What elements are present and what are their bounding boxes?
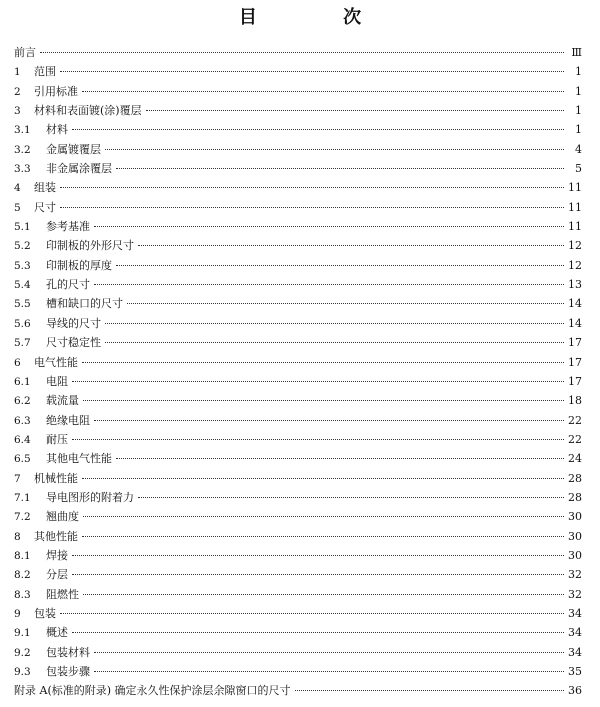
dot-leader xyxy=(83,400,564,401)
dot-leader xyxy=(116,458,564,459)
toc-entry xyxy=(14,411,582,430)
toc-entry-number: 6.4 xyxy=(14,433,31,446)
dot-leader xyxy=(83,594,564,595)
toc-entry-page: 34 xyxy=(568,626,582,640)
dot-leader xyxy=(72,129,564,130)
dot-leader xyxy=(72,439,564,440)
toc-entry-number: 9.2 xyxy=(14,646,31,659)
toc-entry-label: 范围 xyxy=(34,65,56,79)
toc-entry-number: 5.1 xyxy=(14,221,31,234)
toc-entry-page: 24 xyxy=(568,452,582,466)
toc-entry-page: 32 xyxy=(568,568,582,582)
toc-entry xyxy=(14,643,582,662)
toc-entry-page: 32 xyxy=(568,587,582,601)
toc-entry-number: 1 xyxy=(14,66,21,79)
dot-leader xyxy=(94,671,564,672)
toc-entry-label: 引用标准 xyxy=(34,84,78,98)
toc-entry-label: 组装 xyxy=(34,181,56,195)
toc-entry-number: 3.2 xyxy=(14,143,31,156)
dot-leader xyxy=(138,245,564,246)
toc-entry-label: 其他电气性能 xyxy=(46,452,112,466)
toc-entry-label: 金属镀覆层 xyxy=(46,142,101,156)
toc-entry-page: 1 xyxy=(575,123,582,137)
dot-leader xyxy=(72,555,564,556)
toc-entry xyxy=(14,256,582,275)
toc-entry-label: 尺寸 xyxy=(34,200,56,214)
toc-entry xyxy=(14,294,582,313)
toc-entry-number: 5.3 xyxy=(14,259,31,272)
toc-entry-label: 包装步骤 xyxy=(46,665,90,678)
toc-entry xyxy=(14,198,582,217)
toc-entry-label: 尺寸稳定性 xyxy=(46,336,101,350)
toc-entry xyxy=(14,430,582,449)
dot-leader xyxy=(295,690,564,691)
dot-leader xyxy=(138,497,564,498)
toc-entry-number: 5.6 xyxy=(14,317,31,330)
toc-entry-label: 概述 xyxy=(46,626,68,640)
dot-leader xyxy=(72,574,564,575)
toc-entry xyxy=(14,82,582,101)
toc-entry-label: 电阻 xyxy=(46,374,68,388)
toc-entry-page: 30 xyxy=(568,510,582,524)
dot-leader xyxy=(94,420,564,421)
toc-entry xyxy=(14,353,582,372)
toc-entry-page: 22 xyxy=(568,413,582,427)
toc-entry xyxy=(14,178,582,197)
page-title: 目 次 xyxy=(238,7,402,28)
toc-entry-page: 11 xyxy=(568,181,582,195)
toc-entry xyxy=(14,662,582,681)
toc-entry-label: 翘曲度 xyxy=(46,510,79,524)
toc-entry xyxy=(14,314,582,333)
toc-entry-page: 11 xyxy=(568,200,582,214)
toc-entry-label: 机械性能 xyxy=(34,471,78,485)
toc-entry-label: 包装 xyxy=(34,606,56,620)
toc-entry-number: 6.1 xyxy=(14,375,31,388)
toc-entry-number: 9.1 xyxy=(14,627,31,640)
toc-entry xyxy=(14,62,582,81)
toc-entry-number: 9 xyxy=(14,607,21,620)
toc-entry-number: 6.2 xyxy=(14,395,31,408)
toc-entry-number: 5.5 xyxy=(14,298,31,311)
dot-leader xyxy=(105,342,564,343)
dot-leader xyxy=(60,613,564,614)
dot-leader xyxy=(105,149,564,150)
toc-entry-label: 附录 A(标准的附录) 确定永久性保护涂层余隙窗口的尺寸 xyxy=(14,684,291,698)
toc-entry-page: 28 xyxy=(568,471,582,485)
toc-entry xyxy=(14,546,582,565)
toc-entry-number: 4 xyxy=(14,182,21,195)
toc-entry-label: 材料和表面镀(涂)覆层 xyxy=(34,104,142,118)
toc-entry-page: 17 xyxy=(568,374,582,388)
toc-entry-page: 14 xyxy=(568,297,582,311)
toc-entry-label: 孔的尺寸 xyxy=(46,278,90,292)
toc-entry-number: 8.1 xyxy=(14,549,31,562)
dot-leader xyxy=(105,323,564,324)
toc-entry xyxy=(14,275,582,294)
toc-entry-label: 导线的尺寸 xyxy=(46,316,101,330)
dot-leader xyxy=(40,52,564,53)
toc-entry xyxy=(14,585,582,604)
toc-entry-page: 5 xyxy=(575,162,582,176)
toc-entry xyxy=(14,507,582,526)
toc-entry-page: 34 xyxy=(568,645,582,659)
toc-entry-page: 1 xyxy=(575,104,582,118)
toc-entry-label: 绝缘电阻 xyxy=(46,413,90,427)
toc-entry-page: 11 xyxy=(568,220,582,234)
toc-entry xyxy=(14,391,582,410)
toc-entry-label: 电气性能 xyxy=(34,355,78,369)
table-of-contents xyxy=(14,43,582,701)
toc-entry-number: 5.2 xyxy=(14,240,31,253)
dot-leader xyxy=(60,71,564,72)
toc-entry-number: 6.3 xyxy=(14,414,31,427)
toc-entry-label: 耐压 xyxy=(46,432,68,446)
dot-leader xyxy=(82,91,564,92)
toc-entry-number: 7.2 xyxy=(14,511,31,524)
toc-entry-page: 18 xyxy=(568,394,582,408)
dot-leader xyxy=(83,516,564,517)
dot-leader xyxy=(82,478,564,479)
toc-entry-label: 参考基准 xyxy=(46,220,90,234)
toc-entry-label: 导电图形的附着力 xyxy=(46,490,134,504)
toc-entry xyxy=(14,527,582,546)
dot-leader xyxy=(116,168,564,169)
toc-entry-number: 5.7 xyxy=(14,337,31,350)
toc-entry-page: 4 xyxy=(575,142,582,156)
toc-entry-number: 9.3 xyxy=(14,666,31,678)
toc-entry xyxy=(14,333,582,352)
toc-entry-page: 1 xyxy=(575,65,582,79)
dot-leader xyxy=(72,632,564,633)
dot-leader xyxy=(127,303,564,304)
toc-entry-label: 阻燃性 xyxy=(46,587,79,601)
toc-entry-number: 5 xyxy=(14,201,21,214)
dot-leader xyxy=(60,187,564,188)
dot-leader xyxy=(146,110,564,111)
toc-entry xyxy=(14,101,582,120)
toc-entry xyxy=(14,140,582,159)
toc-entry xyxy=(14,565,582,584)
toc-entry-page: 34 xyxy=(568,606,582,620)
toc-entry-label: 非金属涂覆层 xyxy=(46,162,112,176)
toc-entry-page: 14 xyxy=(568,316,582,330)
toc-entry-number: 3.3 xyxy=(14,163,31,176)
toc-entry-page: 30 xyxy=(568,548,582,562)
toc-entry-page: 28 xyxy=(568,490,582,504)
toc-entry-label: 分层 xyxy=(46,568,68,582)
toc-entry-label: 包装材料 xyxy=(46,645,90,659)
toc-entry xyxy=(14,43,582,62)
dot-leader xyxy=(82,536,564,537)
toc-entry xyxy=(14,681,582,700)
toc-entry-number: 8 xyxy=(14,530,21,543)
toc-entry xyxy=(14,469,582,488)
toc-entry xyxy=(14,372,582,391)
toc-entry-label: 其他性能 xyxy=(34,529,78,543)
dot-leader xyxy=(94,284,564,285)
toc-entry-label: 前言 xyxy=(14,46,36,59)
toc-entry-label: 焊接 xyxy=(46,548,68,562)
toc-entry-page: 1 xyxy=(575,84,582,98)
dot-leader xyxy=(60,207,564,208)
toc-entry-page: 12 xyxy=(568,239,582,253)
toc-entry-page: 35 xyxy=(568,665,582,678)
toc-entry-page: 36 xyxy=(568,684,582,698)
dot-leader xyxy=(72,381,564,382)
dot-leader xyxy=(82,362,564,363)
dot-leader xyxy=(116,265,564,266)
toc-entry-label: 印制板的外形尺寸 xyxy=(46,239,134,253)
toc-entry-number: 3.1 xyxy=(14,124,31,137)
toc-entry-label: 材料 xyxy=(46,123,68,137)
dot-leader xyxy=(94,226,564,227)
toc-entry xyxy=(14,604,582,623)
toc-entry-number: 3 xyxy=(14,105,21,118)
toc-entry-page: 30 xyxy=(568,529,582,543)
toc-entry xyxy=(14,488,582,507)
toc-entry-number: 5.4 xyxy=(14,279,31,292)
toc-entry-number: 7.1 xyxy=(14,491,31,504)
toc-entry-page: Ⅲ xyxy=(571,46,582,59)
toc-entry xyxy=(14,236,582,255)
toc-entry xyxy=(14,217,582,236)
toc-entry xyxy=(14,120,582,139)
toc-entry-label: 印制板的厚度 xyxy=(46,258,112,272)
toc-entry xyxy=(14,159,582,178)
toc-entry xyxy=(14,623,582,642)
toc-entry-number: 6 xyxy=(14,356,21,369)
dot-leader xyxy=(94,652,564,653)
toc-entry xyxy=(14,449,582,468)
toc-entry-number: 8.3 xyxy=(14,588,31,601)
toc-entry-page: 22 xyxy=(568,432,582,446)
toc-entry-label: 槽和缺口的尺寸 xyxy=(46,297,123,311)
toc-entry-number: 6.5 xyxy=(14,453,31,466)
toc-entry-number: 2 xyxy=(14,85,21,98)
toc-entry-page: 17 xyxy=(568,355,582,369)
toc-entry-number: 7 xyxy=(14,472,21,485)
toc-entry-label: 载流量 xyxy=(46,394,79,408)
toc-entry-page: 17 xyxy=(568,336,582,350)
toc-entry-page: 12 xyxy=(568,258,582,272)
toc-entry-number: 8.2 xyxy=(14,569,31,582)
toc-entry-page: 13 xyxy=(568,278,582,292)
